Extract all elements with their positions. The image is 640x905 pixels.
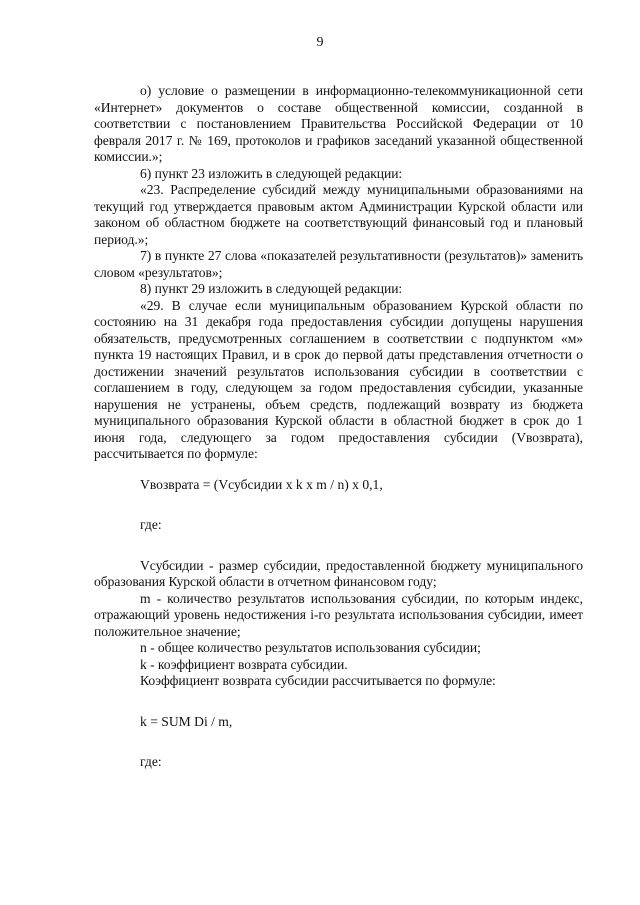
paragraph-item-8: 8) пункт 29 изложить в следующей редакции:	[140, 281, 403, 296]
definition-m: m - количество результатов использования субсидии, по которым индекс, отражающий уровень недостижения i-го результата использования субсидии, имеет положительное значение;	[94, 590, 583, 639]
paragraph-item-7: 7) в пункте 27 слова «показателей результативности (результатов)» заменить словом «результатов»;	[94, 248, 583, 280]
paragraph-point-23: «23. Распределение субсидий между муниципальными образованиями на текущий год утверждается правовым актом Администрации Курской области или законом об областном бюджете на соответствующий финансовый год и плановый период.»;	[94, 182, 583, 247]
paragraph-point-29: «29. В случае если муниципальным образованием Курской области по состоянию на 31 декабря года предоставления субсидии допущены нарушения обязательств, предусмотренных соглашением в соответствии с подпунктом «м» пункта 19 настоящих Правил, и в срок до первой даты представления отчетности о достижении значений результатов использования субсидии в соответствии с соглашением в году, следующем за годом предоставления субсидии, указанные нарушения не устранены, объем средств, подлежащий возврату из бюджета муниципального образования Курской области в областной бюджет в срок до 1 июня года, следующего за годом предоставления субсидии (Vвозврата), рассчитывается по формуле:	[94, 297, 583, 461]
paragraph-item-o: о) условие о размещении в информационно-телекоммуникационной сети «Интернет» документов о составе общественной комиссии, созданной в соответствии с постановлением Правительства Российской Федерации от 10 февраля 2017 г. № 169, протоколов и графиков заседаний указанной общественной комиссии.»;	[94, 83, 583, 164]
formula-coefficient-k: k = SUM Di / m,	[140, 713, 233, 729]
paragraph-coefficient-intro: Коэффициент возврата субсидии рассчитывается по формуле:	[140, 673, 496, 688]
where-label-2: где:	[140, 754, 162, 769]
definition-v-subsidy: Vсубсидии - размер субсидии, предоставленной бюджету муниципального образования Курской области в отчетном финансовом году;	[94, 557, 583, 589]
definition-k: k - коэффициент возврата субсидии.	[140, 656, 348, 672]
document-body	[94, 83, 583, 771]
page-number: 9	[316, 35, 324, 50]
formula-refund-volume: Vвозврата = (Vсубсидии x k x m / n) x 0,1,	[140, 476, 383, 492]
definition-n: n - общее количество результатов использования субсидии;	[140, 640, 481, 655]
where-label: где:	[140, 517, 162, 532]
paragraph-item-6: 6) пункт 23 изложить в следующей редакции:	[140, 165, 403, 181]
